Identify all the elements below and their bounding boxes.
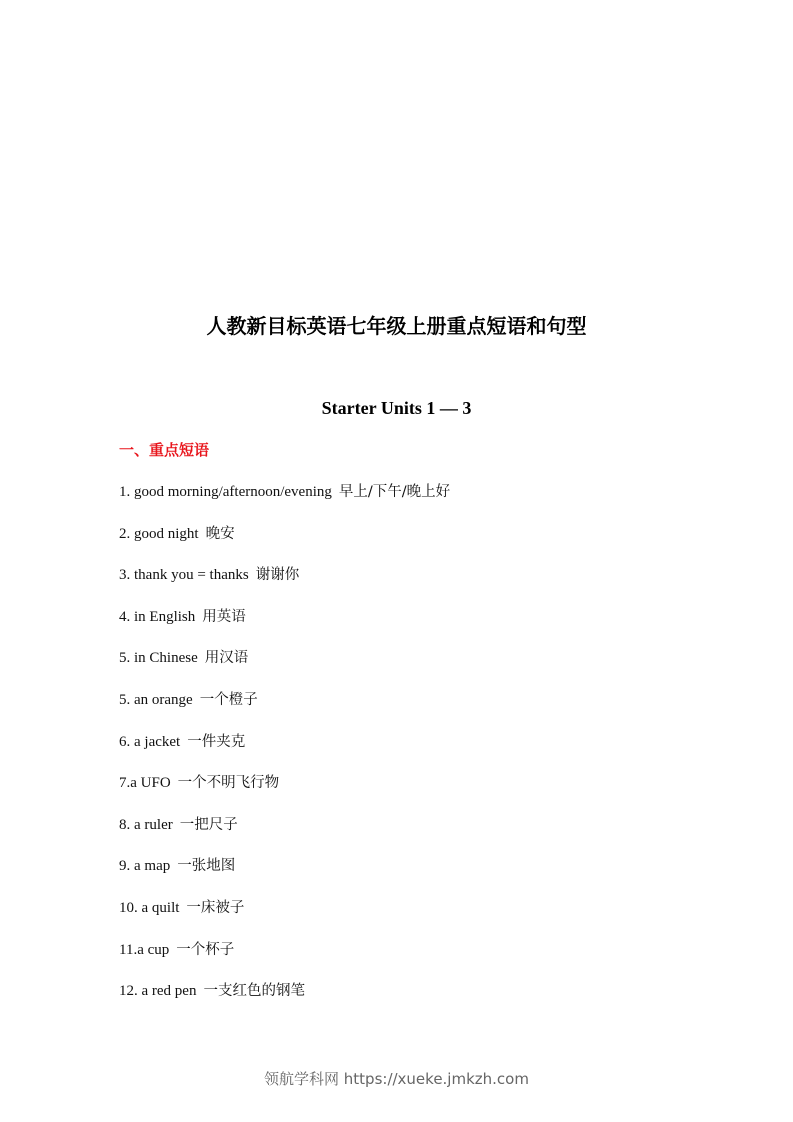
list-item: [119, 479, 450, 521]
phrase-number: 9.: [119, 858, 134, 875]
phrase-number: 5.: [119, 691, 134, 708]
phrase-number: 11.: [119, 941, 138, 958]
phrase-english: thank you = thanks: [134, 567, 249, 584]
list-item: [119, 645, 450, 687]
list-item: [119, 604, 450, 646]
phrase-chinese: 用英语: [202, 608, 246, 625]
phrase-english: good morning/afternoon/evening: [134, 484, 332, 500]
phrase-english: in English: [134, 608, 196, 625]
phrase-list: [119, 479, 450, 1020]
phrase-number: 6.: [119, 733, 134, 750]
list-item: [119, 687, 450, 729]
phrase-english: in Chinese: [134, 650, 198, 667]
list-item: [119, 562, 450, 604]
phrase-chinese: 一把尺子: [179, 816, 238, 833]
phrase-english: a cup: [137, 941, 170, 958]
phrase-chinese: 一个杯子: [176, 941, 235, 958]
phrase-number: 8.: [119, 816, 134, 833]
phrase-number: 5.: [119, 650, 134, 667]
phrase-english: a map: [134, 858, 171, 875]
phrase-chinese: 一张地图: [177, 858, 236, 875]
phrase-chinese: 一件夹克: [187, 733, 246, 750]
phrase-english: a jacket: [134, 733, 181, 750]
unit-heading: Starter Units 1 — 3: [321, 398, 472, 418]
page-title: 人教新目标英语七年级上册重点短语和句型: [206, 314, 587, 338]
phrase-number: 3.: [119, 567, 134, 584]
phrase-number: 4.: [119, 608, 134, 625]
phrase-number: 12.: [119, 983, 142, 1000]
list-item: [119, 729, 450, 771]
phrase-english: good night: [134, 525, 199, 542]
phrase-chinese: 晚安: [205, 525, 235, 542]
phrase-english: a quilt: [141, 899, 180, 916]
phrase-chinese: 一支红色的钢笔: [203, 983, 305, 1000]
list-item: [119, 978, 450, 1020]
list-item: [119, 937, 450, 979]
phrase-chinese: 一床被子: [186, 899, 245, 916]
list-item: [119, 895, 450, 937]
phrase-english: an orange: [134, 691, 193, 708]
phrase-chinese: 用汉语: [204, 650, 249, 667]
phrase-number: 2.: [119, 525, 134, 542]
phrase-chinese: 早上/下午/晚上好: [338, 484, 451, 500]
phrase-number: 10.: [119, 899, 142, 916]
list-item: [119, 770, 450, 812]
list-item: [119, 812, 450, 854]
phrase-number: 7.: [119, 775, 131, 792]
list-item: [119, 853, 450, 895]
list-item: [119, 521, 450, 563]
section-heading: 一、重点短语: [119, 441, 210, 459]
footer-watermark: 领航学科网 https://xueke.jmkzh.com: [264, 1070, 529, 1088]
phrase-english: a ruler: [134, 816, 173, 833]
phrase-chinese: 一个不明飞行物: [177, 775, 280, 792]
phrase-number: 1.: [119, 484, 134, 500]
phrase-english: a red pen: [141, 983, 197, 1000]
phrase-english: a UFO: [130, 775, 171, 792]
phrase-chinese: 一个橙子: [199, 691, 258, 708]
phrase-chinese: 谢谢你: [255, 567, 300, 584]
